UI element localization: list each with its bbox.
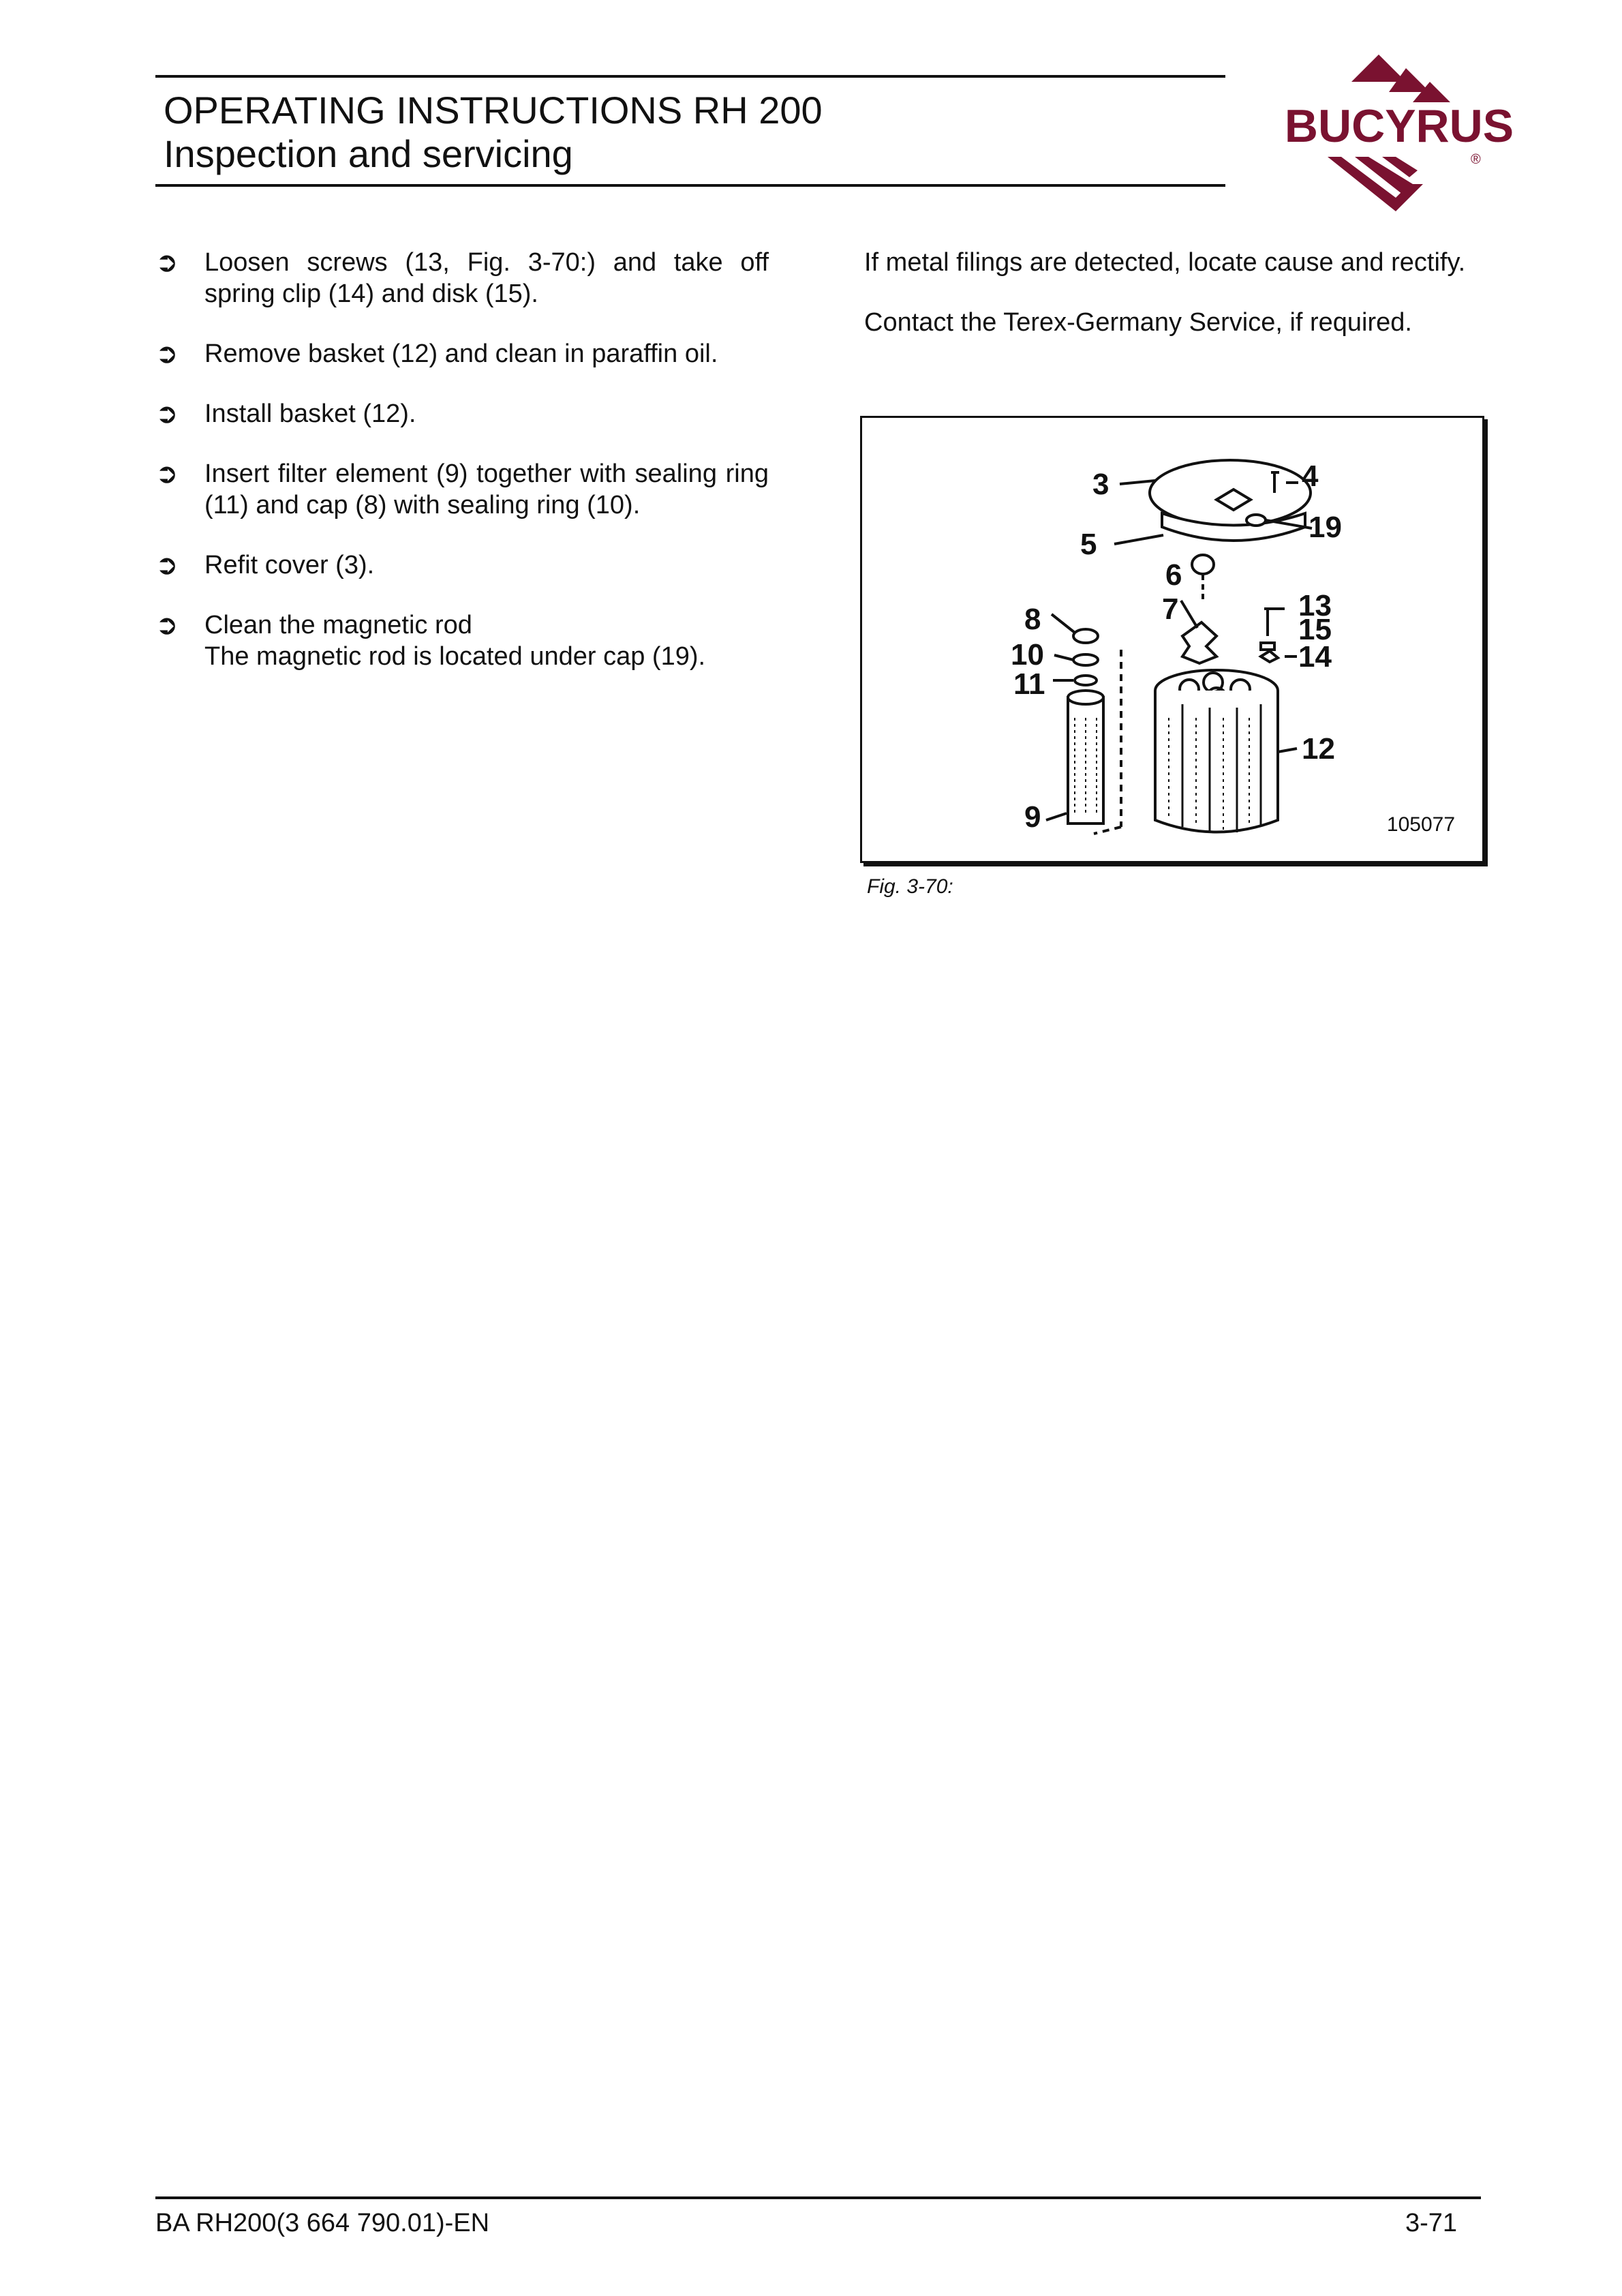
part-label: 3 <box>1092 468 1110 501</box>
arrow-right-circle-icon: ➲ <box>155 550 179 580</box>
logo-wordmark: BUCYRUS <box>1284 100 1514 152</box>
arrow-right-circle-icon: ➲ <box>155 247 179 277</box>
document-title: OPERATING INSTRUCTIONS RH 200 <box>164 89 823 132</box>
header-rule-bottom <box>155 184 1225 187</box>
procedure-steps <box>155 247 769 701</box>
part-label: 11 <box>1013 667 1045 701</box>
part-label: 15 <box>1298 613 1332 646</box>
note-paragraph: If metal filings are detected, locate cause and rectify. <box>864 248 1466 277</box>
header-rule-top <box>155 75 1225 78</box>
arrow-right-circle-icon: ➲ <box>155 399 179 429</box>
part-label: 9 <box>1024 800 1041 834</box>
filter-exploded-diagram <box>862 418 1482 861</box>
arrow-right-circle-icon: ➲ <box>155 339 179 369</box>
part-label: 8 <box>1024 603 1041 636</box>
part-label: 5 <box>1080 528 1097 561</box>
figure-id: 105077 <box>1386 813 1455 836</box>
bucyrus-logo <box>1266 55 1532 218</box>
list-item: ➲ Remove basket (12) and clean in paraffin oil. <box>155 339 718 369</box>
figure-3-70 <box>860 416 1484 863</box>
step-note: The magnetic rod is located under cap (19). <box>204 642 706 671</box>
part-label: 13 <box>1298 589 1332 622</box>
list-item: ➲ Clean the magnetic rod The magnetic rod is located under cap (19). <box>155 609 769 672</box>
list-item: ➲ Install basket (12). <box>155 399 416 429</box>
list-item: ➲ Insert filter element (9) together with sealing ring (11) and cap (8) with sealing ring (10). <box>155 459 769 519</box>
list-item: ➲ Refit cover (3). <box>155 550 375 580</box>
part-label: 7 <box>1162 592 1179 626</box>
notes-column <box>864 247 1478 367</box>
part-label: 6 <box>1165 558 1182 592</box>
arrow-right-circle-icon: ➲ <box>155 459 179 489</box>
part-label: 10 <box>1011 638 1044 671</box>
page-number: 3-71 <box>1405 2209 1458 2237</box>
list-item: ➲ Loosen screws (13, Fig. 3-70:) and take off spring clip (14) and disk (15). <box>155 247 769 308</box>
part-label: 4 <box>1302 459 1319 493</box>
section-title: Inspection and servicing <box>164 132 573 175</box>
part-label: 12 <box>1302 732 1335 766</box>
footer-rule <box>155 2196 1481 2199</box>
part-label: 14 <box>1298 640 1332 674</box>
note-paragraph: Contact the Terex-Germany Service, if required. <box>864 308 1412 337</box>
document-id: BA RH200(3 664 790.01)-EN <box>155 2209 490 2237</box>
figure-caption: Fig. 3-70: <box>867 875 953 898</box>
part-label: 19 <box>1309 511 1342 544</box>
arrow-right-circle-icon: ➲ <box>155 610 179 640</box>
svg-text:®: ® <box>1471 152 1481 167</box>
